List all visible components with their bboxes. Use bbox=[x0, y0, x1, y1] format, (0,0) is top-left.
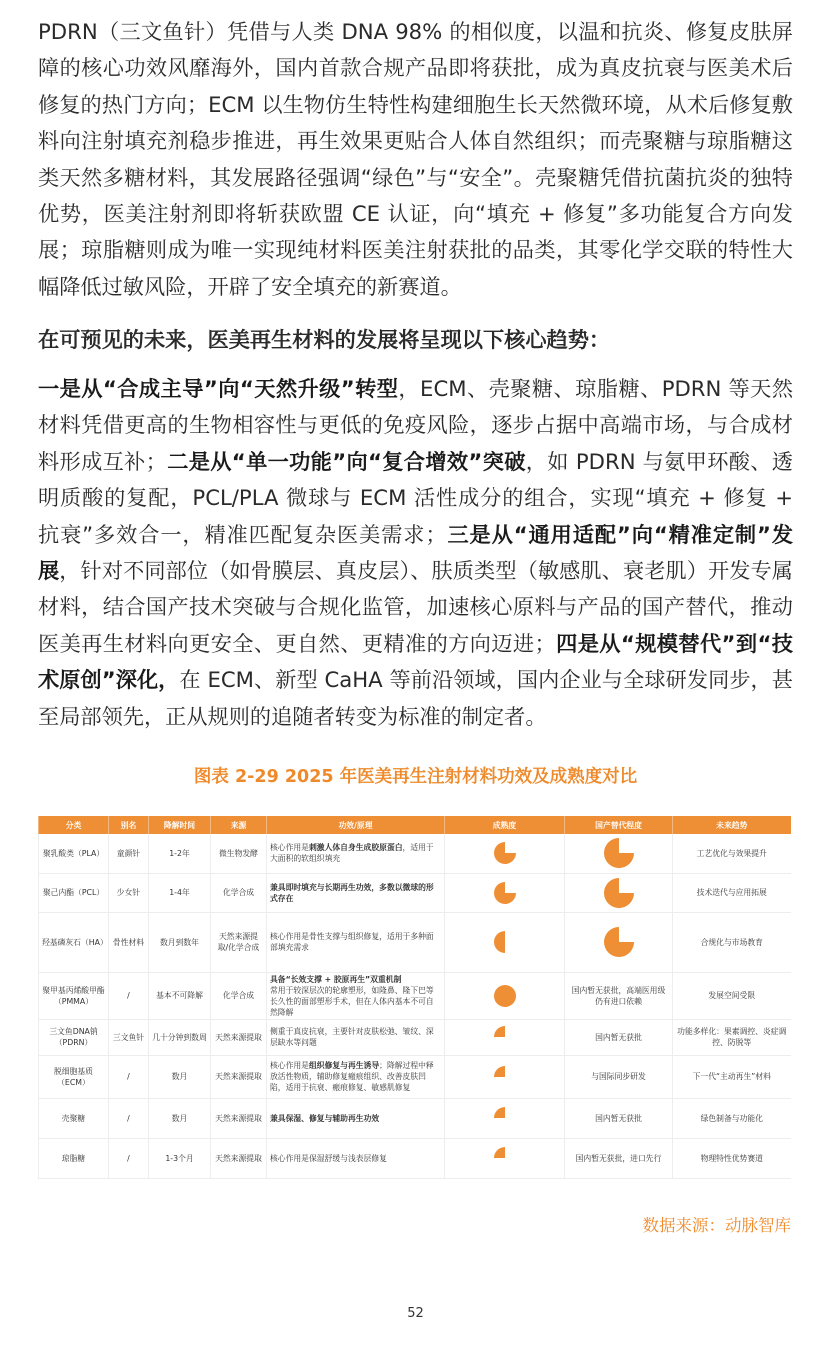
domestic-text: 与国际同步研发 bbox=[591, 1072, 646, 1081]
trend-4-text: 在 ECM、新型 CaHA 等前沿领域，国内企业与全球研发同步，甚至局部领先，正从规则的追随者转变为标准的制定者。 bbox=[38, 667, 793, 729]
desc-pre: 侧重于真皮抗衰，主要针对皮肤松弛、皱纹、深层缺水等问题 bbox=[270, 1027, 434, 1047]
domestic-cell bbox=[565, 972, 673, 1019]
figure-title: 图表 2-29 2025 年医美再生注射材料功效及成熟度对比 bbox=[193, 767, 638, 787]
category-cell: 三文鱼DNA钠（PDRN） bbox=[39, 1019, 109, 1055]
source-cell: 天然来源提取 bbox=[211, 1019, 267, 1055]
table-row bbox=[39, 873, 791, 912]
trend-cell: 下一代“主动再生”材料 bbox=[673, 1055, 791, 1098]
col-header: 分类 bbox=[39, 816, 109, 834]
domestic-text: 国内暂无获批，进口先行 bbox=[575, 1153, 662, 1163]
alias-cell: / bbox=[109, 1055, 149, 1098]
desc-pre: 核心作用是保湿舒缓与浅表层修复 bbox=[270, 1153, 387, 1163]
domestic-cell bbox=[565, 873, 673, 912]
table-row bbox=[39, 1138, 791, 1178]
maturity-pie-icon bbox=[493, 984, 517, 1008]
degradation-cell: 1-4年 bbox=[149, 873, 211, 912]
domestic-cell bbox=[565, 1098, 673, 1138]
maturity-pie-icon bbox=[493, 1146, 517, 1170]
degradation-cell: 数月到数年 bbox=[149, 912, 211, 972]
source-cell: 天然来源提取 bbox=[211, 1138, 267, 1178]
maturity-pie-icon bbox=[493, 1025, 517, 1049]
trend-cell: 发展空间受限 bbox=[673, 972, 791, 1019]
maturity-pie-icon bbox=[493, 930, 517, 954]
degradation-cell: 数月 bbox=[149, 1055, 211, 1098]
effect-cell bbox=[267, 1138, 445, 1178]
trend-3-lead: 三是从“通用适配”向“精准定制”发展 bbox=[38, 521, 794, 584]
desc-post: ，适用于大面积的软组织填充 bbox=[270, 843, 434, 864]
desc-pre: 核心作用是 bbox=[270, 1061, 309, 1070]
page-number: 52 bbox=[407, 1306, 424, 1321]
col-header: 别名 bbox=[109, 816, 149, 834]
desc-bold: 兼具保湿、修复与辅助再生功效 bbox=[270, 1113, 380, 1123]
col-header: 降解时间 bbox=[149, 816, 211, 834]
table-row bbox=[39, 912, 791, 972]
domestic-text: 国内暂无获批 bbox=[595, 1113, 642, 1123]
category-cell: 聚己内酯（PCL） bbox=[39, 873, 109, 912]
maturity-cell bbox=[445, 1138, 565, 1178]
alias-cell: / bbox=[109, 1098, 149, 1138]
effect-cell bbox=[267, 972, 445, 1019]
degradation-cell: 基本不可降解 bbox=[149, 972, 211, 1019]
desc-bold: 具备“长效支撑 + 胶原再生”双重机制 bbox=[270, 974, 402, 984]
desc-bold: 兼具即时填充与长期再生功效，多数以微球的形式存在 bbox=[270, 882, 434, 903]
source-cell: 天然来源提取 bbox=[211, 1098, 267, 1138]
source-cell: 化学合成 bbox=[211, 873, 267, 912]
maturity-cell bbox=[445, 834, 565, 873]
domestic-text: 国内暂无获批 bbox=[595, 1032, 642, 1042]
maturity-pie-icon bbox=[493, 881, 517, 905]
alias-cell: 骨性材料 bbox=[109, 912, 149, 972]
maturity-cell bbox=[445, 972, 565, 1019]
maturity-pie-icon bbox=[493, 1106, 517, 1130]
effect-cell bbox=[267, 873, 445, 912]
category-cell: 琼脂糖 bbox=[39, 1138, 109, 1178]
domestic-cell bbox=[565, 912, 673, 972]
alias-cell: 三文鱼针 bbox=[109, 1019, 149, 1055]
degradation-cell: 1-2年 bbox=[149, 834, 211, 873]
maturity-pie-icon bbox=[603, 926, 635, 958]
maturity-pie-icon bbox=[493, 841, 517, 865]
trends-paragraph bbox=[38, 371, 793, 735]
domestic-cell bbox=[565, 834, 673, 873]
trend-cell: 工艺优化与效果提升 bbox=[673, 834, 791, 873]
desc-post: 常用于较深层次的轮廓塑形，如隆鼻、隆下巴等长久性的面部塑形手术，但在人体内基本不可自然降解 bbox=[270, 985, 434, 1017]
trend-cell: 合规化与市场教育 bbox=[673, 912, 791, 972]
domestic-cell bbox=[565, 1019, 673, 1055]
effect-cell bbox=[267, 1098, 445, 1138]
desc-pre: 核心作用是骨性支撑与组织修复，适用于多种面部填充需求 bbox=[270, 932, 434, 952]
maturity-cell bbox=[445, 1098, 565, 1138]
source-cell: 天然来源提取/化学合成 bbox=[211, 912, 267, 972]
desc-post: ；降解过程中释放活性物质，辅助修复瘢痕组织、改善皮肤凹陷，适用于抗衰、瘢痕修复、敏感肌修复 bbox=[270, 1061, 434, 1092]
table-header-row bbox=[39, 816, 791, 834]
maturity-cell bbox=[445, 912, 565, 972]
col-header: 国产替代程度 bbox=[565, 816, 673, 834]
effect-cell bbox=[267, 834, 445, 873]
trend-4-lead: 四是从“规模替代”到“技术原创”深化， bbox=[38, 630, 793, 693]
category-cell: 羟基磷灰石（HA） bbox=[39, 912, 109, 972]
alias-cell: 童颜针 bbox=[109, 834, 149, 873]
alias-cell: / bbox=[109, 1138, 149, 1178]
desc-bold: 组织修复与再生诱导 bbox=[308, 1061, 380, 1070]
col-header: 来源 bbox=[211, 816, 267, 834]
maturity-pie-icon bbox=[603, 877, 635, 909]
domestic-cell bbox=[565, 1138, 673, 1178]
desc-bold: 刺激人体自身生成胶原蛋白 bbox=[308, 843, 403, 853]
source-cell: 微生物发酵 bbox=[211, 834, 267, 873]
maturity-cell bbox=[445, 873, 565, 912]
domestic-text: 国内暂无获批，高端医用级仍有进口依赖 bbox=[571, 985, 666, 1006]
trend-2-lead: 二是从“单一功能”向“复合增效”突破 bbox=[166, 448, 526, 474]
trend-2-text: ，如 PDRN 与氨甲环酸、透明质酸的复配，PCL/PLA 微球与 ECM 活性成分的组合，实现“填充 + 修复 + 抗衰”多效合一，精准匹配复杂医美需求； bbox=[38, 448, 793, 547]
effect-cell bbox=[267, 912, 445, 972]
degradation-cell: 数月 bbox=[149, 1098, 211, 1138]
domestic-cell bbox=[565, 1055, 673, 1098]
table-row bbox=[39, 972, 791, 1019]
col-header: 未来趋势 bbox=[673, 816, 791, 834]
trend-cell: 功能多样化：果素调控、炎症调控、防脱等 bbox=[673, 1019, 791, 1055]
alias-cell: / bbox=[109, 972, 149, 1019]
table-row bbox=[39, 1055, 791, 1098]
effect-cell bbox=[267, 1019, 445, 1055]
category-cell: 壳聚糖 bbox=[39, 1098, 109, 1138]
trend-cell: 绿色制备与功能化 bbox=[673, 1098, 791, 1138]
degradation-cell: 几十分钟到数周 bbox=[149, 1019, 211, 1055]
degradation-cell: 1-3个月 bbox=[149, 1138, 211, 1178]
table-row bbox=[39, 1098, 791, 1138]
intro-paragraph: PDRN（三文鱼针）凭借与人类 DNA 98% 的相似度，以温和抗炎、修复皮肤屏障的核心功效风靡海外，国内首款合规产品即将获批，成为真皮抗衰与医美术后修复的热门方向；ECM 以生物仿生特性构建细胞生长天然微环境，从术后修复敷料向注射填充剂稳步推进，再生效果更贴合人体自然组织；而壳聚糖与琼脂糖这类天然多糖材料，其发展路径强调“绿色”与“安全”。壳聚糖凭借抗菌抗炎的独特优势，医美注射剂即将斩获欧盟 CE 认证，向“填充 + 修复”多功能复合方向发展；琼脂糖则成为唯一实现纯材料医美注射获批的品类，其零化学交联的特性大幅降低过敏风险，开辟了安全填充的新赛道。 bbox=[38, 19, 793, 299]
table-row bbox=[39, 834, 791, 873]
category-cell: 脱细胞基质（ECM） bbox=[39, 1055, 109, 1098]
source-cell: 化学合成 bbox=[211, 972, 267, 1019]
maturity-cell bbox=[445, 1055, 565, 1098]
effect-cell bbox=[267, 1055, 445, 1098]
trend-1-lead: 一是从“合成主导”向“天然升级”转型 bbox=[38, 376, 399, 401]
maturity-pie-icon bbox=[493, 1065, 517, 1089]
data-source: 数据来源：动脉智库 bbox=[642, 1216, 791, 1235]
trend-1-text: ，ECM、壳聚糖、琼脂糖、PDRN 等天然材料凭借更高的生物相容性与更低的免疫风险，逐步占据中高端市场，与合成材料形成互补； bbox=[38, 376, 794, 474]
desc-pre: 核心作用是 bbox=[270, 843, 309, 853]
col-header: 成熟度 bbox=[445, 816, 565, 834]
col-header: 功效/原理 bbox=[267, 816, 445, 834]
maturity-pie-icon bbox=[603, 837, 635, 869]
comparison-table bbox=[38, 816, 791, 1179]
maturity-cell bbox=[445, 1019, 565, 1055]
trend-cell: 物理特性优势赛道 bbox=[673, 1138, 791, 1178]
category-cell: 聚乳酸类（PLA） bbox=[39, 834, 109, 873]
alias-cell: 少女针 bbox=[109, 873, 149, 912]
trend-cell: 技术迭代与应用拓展 bbox=[673, 873, 791, 912]
trends-heading: 在可预见的未来，医美再生材料的发展将呈现以下核心趋势： bbox=[38, 327, 611, 352]
table-row bbox=[39, 1019, 791, 1055]
source-cell: 天然来源提取 bbox=[211, 1055, 267, 1098]
category-cell: 聚甲基丙烯酸甲酯（PMMA） bbox=[39, 972, 109, 1019]
trend-3-text: ，针对不同部位（如骨膜层、真皮层）、肤质类型（敏感肌、衰老肌）开发专属材料，结合国产技术突破与合规化监管，加速核心原料与产品的国产替代，推动医美再生材料向更安全、更自然、更精准的方向迈进； bbox=[38, 558, 793, 656]
